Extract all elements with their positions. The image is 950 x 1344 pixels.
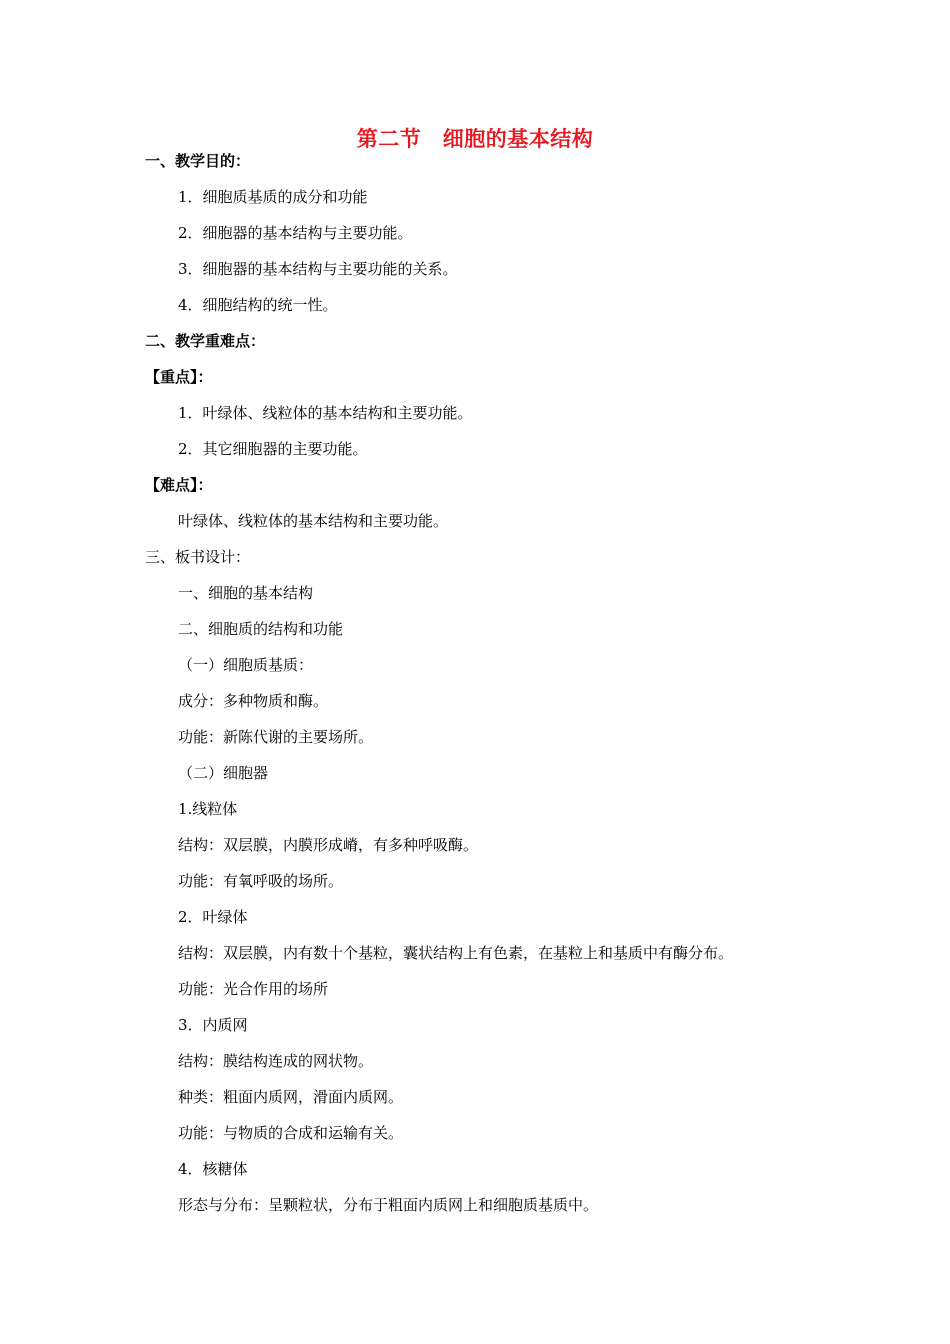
key-point-item: 2．其它细胞器的主要功能。	[178, 440, 368, 458]
objective-item: 4．细胞结构的统一性。	[178, 296, 338, 314]
page-title: 第二节 细胞的基本结构	[356, 126, 594, 151]
section-heading-objectives: 一、教学目的：	[145, 152, 251, 170]
board-line: 3．内质网	[178, 1016, 248, 1034]
board-line: 功能：光合作用的场所	[178, 980, 329, 998]
board-line: 形态与分布：呈颗粒状，分布于粗面内质网上和细胞质基质中。	[178, 1196, 599, 1214]
board-line: （一）细胞质基质：	[178, 656, 314, 674]
board-line: 二、细胞质的结构和功能	[178, 620, 344, 638]
board-line: 功能：有氧呼吸的场所。	[178, 872, 344, 890]
objective-item: 2．细胞器的基本结构与主要功能。	[178, 224, 413, 242]
section-heading-key-points: 二、教学重难点：	[145, 332, 266, 350]
board-line: 1.线粒体	[178, 800, 238, 818]
objective-item: 1．细胞质基质的成分和功能	[178, 188, 368, 206]
board-line: 种类：粗面内质网，滑面内质网。	[178, 1088, 404, 1106]
board-line: 2．叶绿体	[178, 908, 248, 926]
board-line: 功能：与物质的合成和运输有关。	[178, 1124, 404, 1142]
board-line: 4．核糖体	[178, 1160, 248, 1178]
board-line: （二）细胞器	[178, 764, 269, 782]
board-line: 结构：双层膜，内膜形成嵴，有多种呼吸酶。	[178, 836, 479, 854]
difficult-point-item: 叶绿体、线粒体的基本结构和主要功能。	[178, 512, 449, 530]
subheading-key-point: 【重点】：	[145, 368, 213, 386]
board-line: 结构：双层膜，内有数十个基粒，囊状结构上有色素，在基粒上和基质中有酶分布。	[178, 944, 734, 962]
board-line: 功能：新陈代谢的主要场所。	[178, 728, 374, 746]
board-line: 结构：膜结构连成的网状物。	[178, 1052, 374, 1070]
key-point-item: 1．叶绿体、线粒体的基本结构和主要功能。	[178, 404, 473, 422]
subheading-difficult-point: 【难点】：	[145, 476, 213, 494]
board-line: 成分：多种物质和酶。	[178, 692, 329, 710]
board-line: 一、细胞的基本结构	[178, 584, 314, 602]
objective-item: 3．细胞器的基本结构与主要功能的关系。	[178, 260, 458, 278]
section-heading-board-design: 三、板书设计：	[145, 548, 251, 566]
